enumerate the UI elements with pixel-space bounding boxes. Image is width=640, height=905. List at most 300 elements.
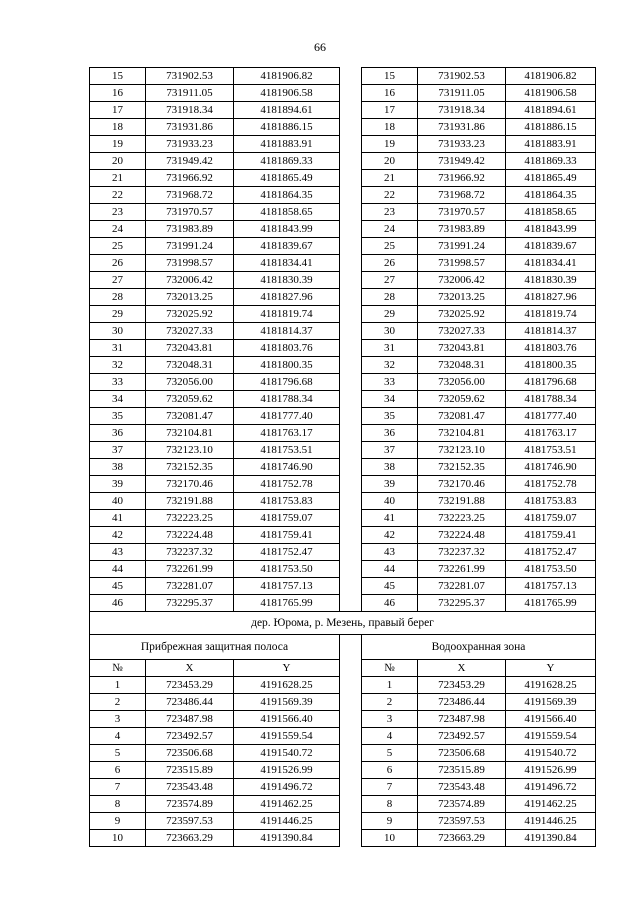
table-gap (340, 493, 362, 510)
table-gap (340, 119, 362, 136)
left-point-number: 31 (90, 340, 146, 357)
table-row (90, 153, 596, 170)
left-point-number: 15 (90, 68, 146, 85)
right-y-coordinate: 4191628.25 (506, 677, 596, 694)
table-row (90, 340, 596, 357)
left-y-coordinate: 4181788.34 (234, 391, 340, 408)
right-y-coordinate: 4181752.78 (506, 476, 596, 493)
left-x-coordinate: 732191.88 (146, 493, 234, 510)
right-y-coordinate: 4181800.35 (506, 357, 596, 374)
right-y-coordinate: 4191540.72 (506, 745, 596, 762)
right-y-coordinate: 4181894.61 (506, 102, 596, 119)
left-point-number: 39 (90, 476, 146, 493)
right-point-number: 36 (362, 425, 418, 442)
table-row (90, 68, 596, 85)
right-x-coordinate: 732013.25 (418, 289, 506, 306)
table-row (90, 357, 596, 374)
left-y-coordinate: 4181883.91 (234, 136, 340, 153)
right-point-number: 10 (362, 830, 418, 847)
bottom-section-rows (90, 677, 596, 847)
left-x-coordinate: 732025.92 (146, 306, 234, 323)
table-row (90, 255, 596, 272)
left-y-coordinate: 4181753.50 (234, 561, 340, 578)
right-zone-title: Водоохранная зона (362, 635, 596, 660)
right-point-number: 6 (362, 762, 418, 779)
left-y-coordinate: 4181800.35 (234, 357, 340, 374)
right-point-number: 18 (362, 119, 418, 136)
left-point-number: 5 (90, 745, 146, 762)
right-point-number: 35 (362, 408, 418, 425)
left-x-coordinate: 731933.23 (146, 136, 234, 153)
table-row (90, 779, 596, 796)
right-point-number: 19 (362, 136, 418, 153)
left-x-coordinate: 723506.68 (146, 745, 234, 762)
table-row (90, 408, 596, 425)
table-row (90, 561, 596, 578)
left-y-coordinate: 4181858.65 (234, 204, 340, 221)
right-point-number: 40 (362, 493, 418, 510)
right-x-coordinate: 731991.24 (418, 238, 506, 255)
right-y-coordinate: 4181814.37 (506, 323, 596, 340)
right-x-coordinate: 732104.81 (418, 425, 506, 442)
left-y-coordinate: 4181839.67 (234, 238, 340, 255)
right-x-coordinate: 732170.46 (418, 476, 506, 493)
right-x-coordinate: 732223.25 (418, 510, 506, 527)
right-point-number: 28 (362, 289, 418, 306)
right-col-number-header: № (362, 660, 418, 677)
left-x-coordinate: 732027.33 (146, 323, 234, 340)
table-gap (340, 187, 362, 204)
left-x-coordinate: 732056.00 (146, 374, 234, 391)
left-y-coordinate: 4191540.72 (234, 745, 340, 762)
left-col-x-header: X (146, 660, 234, 677)
left-point-number: 26 (90, 255, 146, 272)
right-y-coordinate: 4181757.13 (506, 578, 596, 595)
right-point-number: 41 (362, 510, 418, 527)
right-point-number: 26 (362, 255, 418, 272)
right-y-coordinate: 4181843.99 (506, 221, 596, 238)
right-y-coordinate: 4181753.50 (506, 561, 596, 578)
table-gap (340, 578, 362, 595)
left-x-coordinate: 731918.34 (146, 102, 234, 119)
left-point-number: 37 (90, 442, 146, 459)
left-x-coordinate: 731902.53 (146, 68, 234, 85)
table-row (90, 510, 596, 527)
right-y-coordinate: 4181906.82 (506, 68, 596, 85)
page-number: 66 (314, 40, 326, 54)
right-x-coordinate: 732261.99 (418, 561, 506, 578)
right-point-number: 2 (362, 694, 418, 711)
right-y-coordinate: 4181746.90 (506, 459, 596, 476)
right-x-coordinate: 732006.42 (418, 272, 506, 289)
left-x-coordinate: 732059.62 (146, 391, 234, 408)
right-x-coordinate: 732123.10 (418, 442, 506, 459)
table-gap (340, 68, 362, 85)
right-x-coordinate: 731931.86 (418, 119, 506, 136)
left-point-number: 32 (90, 357, 146, 374)
left-x-coordinate: 723597.53 (146, 813, 234, 830)
left-point-number: 45 (90, 578, 146, 595)
right-point-number: 44 (362, 561, 418, 578)
right-x-coordinate: 731933.23 (418, 136, 506, 153)
left-y-coordinate: 4181819.74 (234, 306, 340, 323)
right-y-coordinate: 4181759.07 (506, 510, 596, 527)
right-x-coordinate: 732224.48 (418, 527, 506, 544)
table-gap (340, 255, 362, 272)
right-point-number: 4 (362, 728, 418, 745)
left-x-coordinate: 723492.57 (146, 728, 234, 745)
right-point-number: 38 (362, 459, 418, 476)
right-y-coordinate: 4181819.74 (506, 306, 596, 323)
left-y-coordinate: 4181894.61 (234, 102, 340, 119)
left-x-coordinate: 723574.89 (146, 796, 234, 813)
table-gap (340, 660, 362, 677)
left-point-number: 3 (90, 711, 146, 728)
left-y-coordinate: 4191496.72 (234, 779, 340, 796)
left-y-coordinate: 4181869.33 (234, 153, 340, 170)
table-gap (340, 830, 362, 847)
right-y-coordinate: 4181753.83 (506, 493, 596, 510)
table-row (90, 459, 596, 476)
left-y-coordinate: 4191446.25 (234, 813, 340, 830)
left-x-coordinate: 732152.35 (146, 459, 234, 476)
right-point-number: 32 (362, 357, 418, 374)
right-point-number: 16 (362, 85, 418, 102)
left-point-number: 22 (90, 187, 146, 204)
table-row (90, 425, 596, 442)
table-gap (340, 408, 362, 425)
table-row (90, 272, 596, 289)
right-y-coordinate: 4191446.25 (506, 813, 596, 830)
right-x-coordinate: 731998.57 (418, 255, 506, 272)
table-row (90, 728, 596, 745)
right-y-coordinate: 4181883.91 (506, 136, 596, 153)
table-row (90, 694, 596, 711)
left-x-coordinate: 732224.48 (146, 527, 234, 544)
right-x-coordinate: 723487.98 (418, 711, 506, 728)
right-y-coordinate: 4181796.68 (506, 374, 596, 391)
section-heading-row (90, 612, 596, 635)
right-x-coordinate: 731918.34 (418, 102, 506, 119)
left-point-number: 7 (90, 779, 146, 796)
left-y-coordinate: 4181765.99 (234, 595, 340, 612)
table-row (90, 85, 596, 102)
left-point-number: 6 (90, 762, 146, 779)
right-y-coordinate: 4181788.34 (506, 391, 596, 408)
right-y-coordinate: 4181765.99 (506, 595, 596, 612)
right-y-coordinate: 4191566.40 (506, 711, 596, 728)
left-x-coordinate: 732237.32 (146, 544, 234, 561)
right-x-coordinate: 723506.68 (418, 745, 506, 762)
table-row (90, 745, 596, 762)
right-y-coordinate: 4181906.58 (506, 85, 596, 102)
left-col-number-header: № (90, 660, 146, 677)
left-x-coordinate: 731968.72 (146, 187, 234, 204)
table-gap (340, 85, 362, 102)
right-y-coordinate: 4181827.96 (506, 289, 596, 306)
left-x-coordinate: 731949.42 (146, 153, 234, 170)
table-gap (340, 595, 362, 612)
table-row (90, 119, 596, 136)
left-point-number: 43 (90, 544, 146, 561)
table-gap (340, 221, 362, 238)
table-row (90, 762, 596, 779)
table-row (90, 527, 596, 544)
left-x-coordinate: 731998.57 (146, 255, 234, 272)
right-x-coordinate: 723492.57 (418, 728, 506, 745)
left-y-coordinate: 4181906.58 (234, 85, 340, 102)
table-gap (340, 796, 362, 813)
right-x-coordinate: 732059.62 (418, 391, 506, 408)
left-point-number: 38 (90, 459, 146, 476)
right-x-coordinate: 732191.88 (418, 493, 506, 510)
left-y-coordinate: 4181746.90 (234, 459, 340, 476)
table-row (90, 204, 596, 221)
left-x-coordinate: 723486.44 (146, 694, 234, 711)
left-point-number: 44 (90, 561, 146, 578)
table-row (90, 476, 596, 493)
table-gap (340, 170, 362, 187)
left-point-number: 29 (90, 306, 146, 323)
table-row (90, 238, 596, 255)
table-row (90, 578, 596, 595)
table-row (90, 102, 596, 119)
table-gap (340, 102, 362, 119)
left-point-number: 33 (90, 374, 146, 391)
right-y-coordinate: 4181830.39 (506, 272, 596, 289)
right-x-coordinate: 732027.33 (418, 323, 506, 340)
left-y-coordinate: 4181757.13 (234, 578, 340, 595)
right-y-coordinate: 4191526.99 (506, 762, 596, 779)
right-point-number: 45 (362, 578, 418, 595)
right-point-number: 8 (362, 796, 418, 813)
right-x-coordinate: 723515.89 (418, 762, 506, 779)
left-point-number: 46 (90, 595, 146, 612)
right-x-coordinate: 732048.31 (418, 357, 506, 374)
table-gap (340, 391, 362, 408)
left-x-coordinate: 723487.98 (146, 711, 234, 728)
left-x-coordinate: 723453.29 (146, 677, 234, 694)
right-point-number: 39 (362, 476, 418, 493)
left-point-number: 27 (90, 272, 146, 289)
left-y-coordinate: 4181830.39 (234, 272, 340, 289)
left-y-coordinate: 4181906.82 (234, 68, 340, 85)
left-point-number: 1 (90, 677, 146, 694)
table-gap (340, 136, 362, 153)
right-y-coordinate: 4191569.39 (506, 694, 596, 711)
table-row (90, 677, 596, 694)
table-row (90, 170, 596, 187)
table-gap (340, 340, 362, 357)
left-x-coordinate: 732123.10 (146, 442, 234, 459)
left-x-coordinate: 732013.25 (146, 289, 234, 306)
table-gap (340, 153, 362, 170)
right-y-coordinate: 4181752.47 (506, 544, 596, 561)
right-x-coordinate: 732295.37 (418, 595, 506, 612)
right-y-coordinate: 4181834.41 (506, 255, 596, 272)
left-x-coordinate: 732223.25 (146, 510, 234, 527)
left-point-number: 40 (90, 493, 146, 510)
right-point-number: 21 (362, 170, 418, 187)
table-row (90, 136, 596, 153)
left-y-coordinate: 4191559.54 (234, 728, 340, 745)
table-gap (340, 711, 362, 728)
left-point-number: 2 (90, 694, 146, 711)
table-gap (340, 323, 362, 340)
table-gap (340, 442, 362, 459)
right-x-coordinate: 731983.89 (418, 221, 506, 238)
right-point-number: 23 (362, 204, 418, 221)
right-x-coordinate: 731966.92 (418, 170, 506, 187)
right-y-coordinate: 4181777.40 (506, 408, 596, 425)
right-point-number: 7 (362, 779, 418, 796)
table-gap (340, 677, 362, 694)
left-x-coordinate: 731970.57 (146, 204, 234, 221)
section-heading: дер. Юрома, р. Мезень, правый берег (90, 612, 596, 635)
right-y-coordinate: 4181763.17 (506, 425, 596, 442)
right-point-number: 15 (362, 68, 418, 85)
right-x-coordinate: 731970.57 (418, 204, 506, 221)
left-point-number: 23 (90, 204, 146, 221)
table-gap (340, 476, 362, 493)
right-y-coordinate: 4181803.76 (506, 340, 596, 357)
table-gap (340, 561, 362, 578)
right-point-number: 27 (362, 272, 418, 289)
right-x-coordinate: 731968.72 (418, 187, 506, 204)
left-y-coordinate: 4181803.76 (234, 340, 340, 357)
right-point-number: 25 (362, 238, 418, 255)
table-gap (340, 289, 362, 306)
right-y-coordinate: 4191462.25 (506, 796, 596, 813)
left-point-number: 34 (90, 391, 146, 408)
right-point-number: 3 (362, 711, 418, 728)
zone-title-row (90, 635, 596, 660)
table-gap (340, 238, 362, 255)
table-gap (340, 544, 362, 561)
left-y-coordinate: 4191566.40 (234, 711, 340, 728)
left-y-coordinate: 4181814.37 (234, 323, 340, 340)
coordinates-table (89, 67, 596, 847)
right-col-x-header: X (418, 660, 506, 677)
table-row (90, 391, 596, 408)
right-y-coordinate: 4191390.84 (506, 830, 596, 847)
right-y-coordinate: 4181759.41 (506, 527, 596, 544)
left-col-y-header: Y (234, 660, 340, 677)
table-gap (340, 459, 362, 476)
right-point-number: 37 (362, 442, 418, 459)
right-x-coordinate: 731902.53 (418, 68, 506, 85)
left-x-coordinate: 732295.37 (146, 595, 234, 612)
left-point-number: 9 (90, 813, 146, 830)
right-y-coordinate: 4181858.65 (506, 204, 596, 221)
left-point-number: 28 (90, 289, 146, 306)
left-x-coordinate: 723515.89 (146, 762, 234, 779)
left-y-coordinate: 4181834.41 (234, 255, 340, 272)
table-gap (340, 745, 362, 762)
right-x-coordinate: 732152.35 (418, 459, 506, 476)
left-y-coordinate: 4181759.07 (234, 510, 340, 527)
right-x-coordinate: 732081.47 (418, 408, 506, 425)
left-point-number: 17 (90, 102, 146, 119)
table-row (90, 442, 596, 459)
right-point-number: 9 (362, 813, 418, 830)
right-point-number: 46 (362, 595, 418, 612)
right-x-coordinate: 723543.48 (418, 779, 506, 796)
left-y-coordinate: 4181865.49 (234, 170, 340, 187)
left-x-coordinate: 732170.46 (146, 476, 234, 493)
table-row (90, 813, 596, 830)
left-point-number: 35 (90, 408, 146, 425)
left-y-coordinate: 4191628.25 (234, 677, 340, 694)
right-point-number: 34 (362, 391, 418, 408)
left-x-coordinate: 732043.81 (146, 340, 234, 357)
right-y-coordinate: 4191559.54 (506, 728, 596, 745)
left-x-coordinate: 732281.07 (146, 578, 234, 595)
left-y-coordinate: 4181886.15 (234, 119, 340, 136)
right-y-coordinate: 4181886.15 (506, 119, 596, 136)
table-row (90, 221, 596, 238)
left-point-number: 4 (90, 728, 146, 745)
table-gap (340, 762, 362, 779)
left-point-number: 8 (90, 796, 146, 813)
left-x-coordinate: 732104.81 (146, 425, 234, 442)
left-point-number: 19 (90, 136, 146, 153)
left-x-coordinate: 732081.47 (146, 408, 234, 425)
left-point-number: 20 (90, 153, 146, 170)
table-gap (340, 510, 362, 527)
left-y-coordinate: 4181753.51 (234, 442, 340, 459)
left-point-number: 10 (90, 830, 146, 847)
left-y-coordinate: 4191526.99 (234, 762, 340, 779)
left-x-coordinate: 731991.24 (146, 238, 234, 255)
left-point-number: 16 (90, 85, 146, 102)
left-x-coordinate: 732261.99 (146, 561, 234, 578)
left-y-coordinate: 4181763.17 (234, 425, 340, 442)
right-x-coordinate: 723663.29 (418, 830, 506, 847)
left-point-number: 21 (90, 170, 146, 187)
right-point-number: 42 (362, 527, 418, 544)
column-header-row (90, 660, 596, 677)
right-point-number: 1 (362, 677, 418, 694)
left-zone-title: Прибрежная защитная полоса (90, 635, 340, 660)
right-x-coordinate: 732025.92 (418, 306, 506, 323)
left-point-number: 25 (90, 238, 146, 255)
left-x-coordinate: 732048.31 (146, 357, 234, 374)
left-y-coordinate: 4181752.47 (234, 544, 340, 561)
table-row (90, 711, 596, 728)
left-y-coordinate: 4191390.84 (234, 830, 340, 847)
table-gap (340, 272, 362, 289)
right-x-coordinate: 732281.07 (418, 578, 506, 595)
left-point-number: 41 (90, 510, 146, 527)
left-y-coordinate: 4181752.78 (234, 476, 340, 493)
table-gap (340, 204, 362, 221)
right-y-coordinate: 4181839.67 (506, 238, 596, 255)
right-x-coordinate: 723453.29 (418, 677, 506, 694)
table-row (90, 595, 596, 612)
left-y-coordinate: 4181753.83 (234, 493, 340, 510)
table-row (90, 374, 596, 391)
table-gap (340, 374, 362, 391)
right-x-coordinate: 723574.89 (418, 796, 506, 813)
right-y-coordinate: 4191496.72 (506, 779, 596, 796)
top-section-rows (90, 68, 596, 612)
table-gap (340, 728, 362, 745)
right-x-coordinate: 731949.42 (418, 153, 506, 170)
right-y-coordinate: 4181869.33 (506, 153, 596, 170)
right-x-coordinate: 732237.32 (418, 544, 506, 561)
left-x-coordinate: 731983.89 (146, 221, 234, 238)
